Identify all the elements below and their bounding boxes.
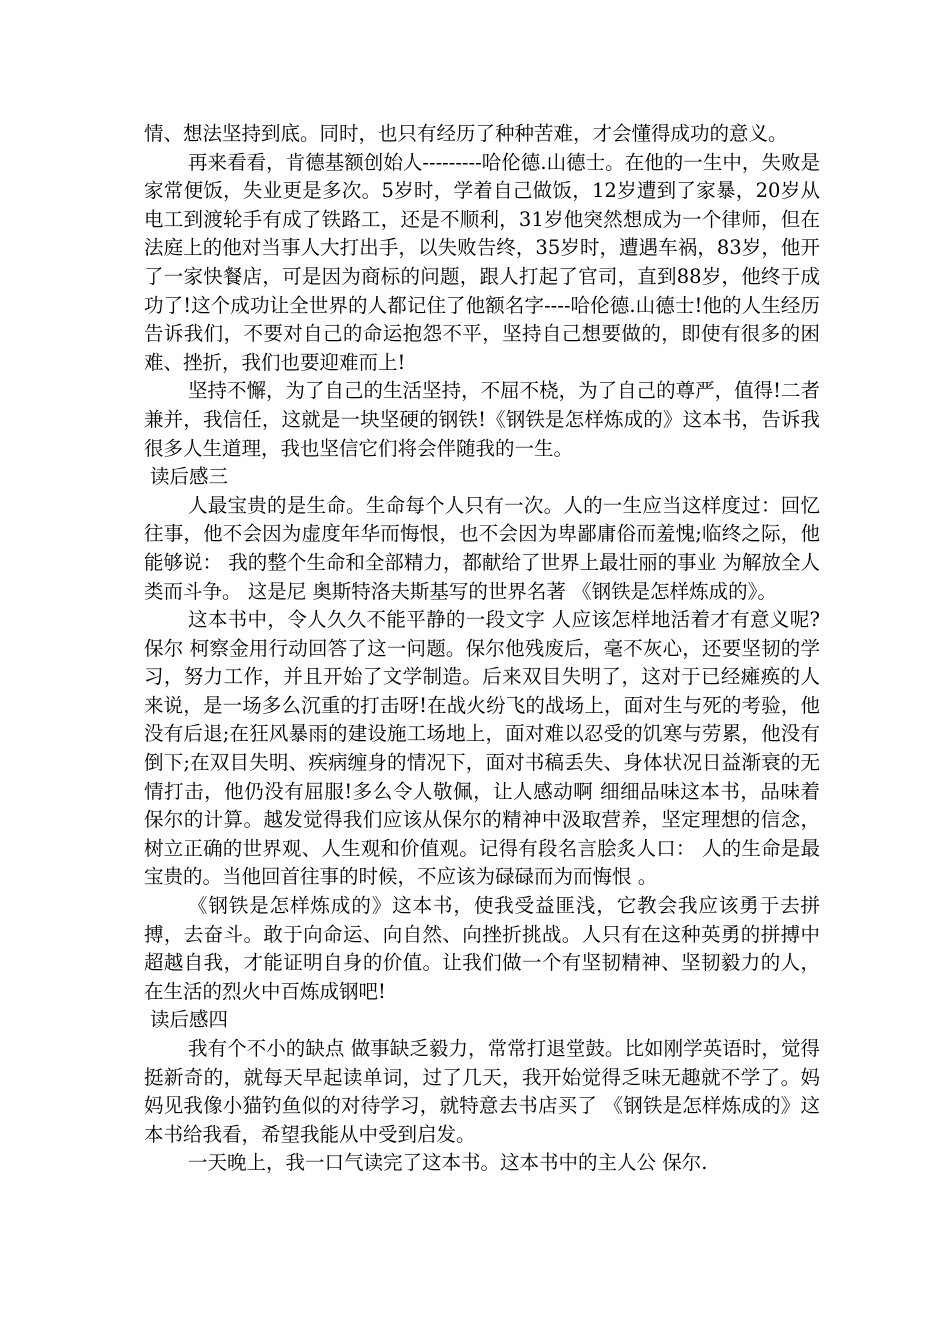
document-body	[144, 120, 820, 1178]
paragraph-pavel: 这本书中，令人久久不能平静的一段文字 人应该怎样地活着才有意义呢? 保尔 柯察金用行动回答了这一问题。保尔他残废后，毫不灰心，还要坚韧的学习，努力工作，并且开始了文学制造。后来双目失明了，这对于已经瘫痪的人来说，是一场多么沉重的打击呀!在战火纷飞的战场上，面对生与死的考验，他没有后退;在狂风暴雨的建设施工场地上，面对难以忍受的饥寒与劳累，他没有倒下;在双目失明、疾病缠身的情况下，面对书稿丢失、身体状况日益渐衰的无情打击，他仍没有屈服!多么令人敬佩，让人感动啊 细细品味这本书，品味着保尔的计算。越发觉得我们应该从保尔的精神中汲取营养，坚定理想的信念，树立正确的世界观、人生观和价值观。记得有段名言脍炙人口： 人的生命是最宝贵的。当他回首往事的时候，不应该为碌碌而为而悔恨 。	[144, 608, 820, 889]
paragraph-benefit: 《钢铁是怎样炼成的》这本书，使我受益匪浅，它教会我应该勇于去拼搏，去奋斗。敢于向命运、向自然、向挫折挑战。人只有在这种英勇的拼搏中超越自我，才能证明自身的价值。让我们做一个有坚韧精神、坚韧毅力的人，在生活的烈火中百炼成钢吧!	[144, 894, 820, 1003]
paragraph-continued: 情、想法坚持到底。同时，也只有经历了种种苦难，才会懂得成功的意义。	[144, 122, 788, 145]
section-heading-four: 读后感四	[150, 1008, 229, 1032]
paragraph-shortcoming: 我有个不小的缺点 做事缺乏毅力，常常打退堂鼓。比如刚学英语时，觉得挺新奇的，就每天早起读单词，过了几天，我开始觉得乏味无趣就不学了。妈妈见我像小猫钓鱼似的对待学习，就特意去书店买了 《钢铁是怎样炼成的》这本书给我看，希望我能从中受到启发。	[144, 1037, 820, 1146]
section-heading-three: 读后感三	[150, 465, 229, 489]
paragraph-perseverance: 坚持不懈，为了自己的生活坚持，不屈不桡，为了自己的尊严，值得!二者兼并，我信任，这就是一块坚硬的钢铁!《钢铁是怎样炼成的》这本书，告诉我很多人生道理，我也坚信它们将会伴随我的一生。	[144, 379, 820, 460]
paragraph-one-night: 一天晚上，我一口气读完了这本书。这本书中的主人公 保尔.	[188, 1151, 708, 1175]
paragraph-sanders: 再来看看，肯德基额创始人---------哈伦德.山德士。在他的一生中，失败是家常便饭，失业更是多次。5岁时，学着自己做饭，12岁遭到了家暴，20岁从电工到渡轮手有成了铁路工，还是不顺利，31岁他突然想成为一个律师，但在法庭上的他对当事人大打出手，以失败告终，35岁时，遭遇车祸，83岁，他开了一家快餐店，可是因为商标的问题，跟人打起了官司，直到88岁，他终于成功了!这个成功让全世界的人都记住了他额名字----哈伦德.山德士!他的人生经历告诉我们，不要对自己的命运抱怨不平，坚持自己想要做的，即使有很多的困难、挫折，我们也要迎难而上!	[144, 150, 820, 374]
paragraph-life-precious: 人最宝贵的是生命。生命每个人只有一次。人的一生应当这样度过：回忆往事，他不会因为虚度年华而悔恨，也不会因为卑鄙庸俗而羞愧;临终之际，他能够说： 我的整个生命和全部精力，都献给了世界上最壮丽的事业 为解放全人类而斗争。 这是尼 奥斯特洛夫斯基写的世界名著 《钢铁是怎样炼成的》。	[144, 493, 820, 603]
